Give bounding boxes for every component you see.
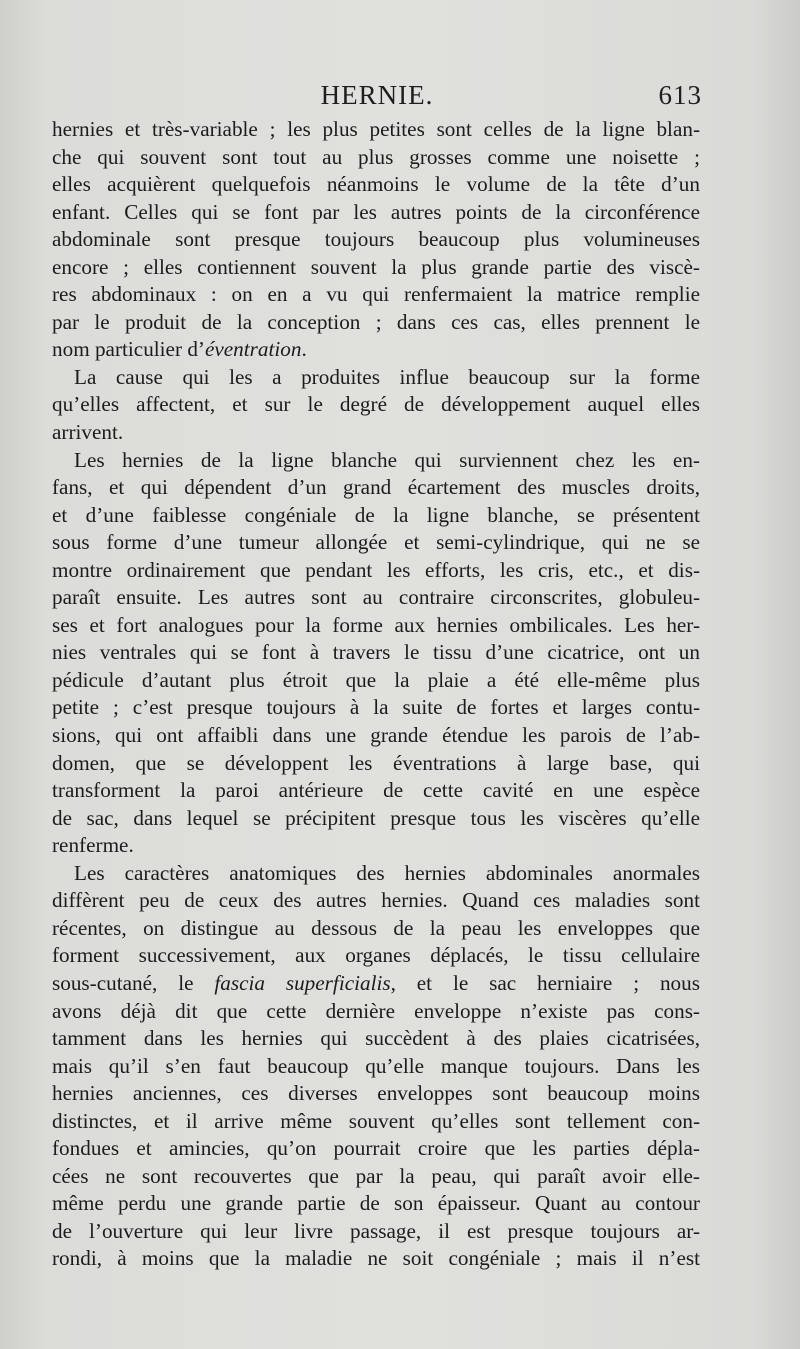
text-line: hernies et très-variable ; les plus petites sont celles de la ligne blan- bbox=[52, 117, 700, 141]
italic-term: éventration bbox=[204, 337, 302, 362]
text-span: nom particulier d’ bbox=[52, 337, 205, 362]
page-header bbox=[52, 80, 702, 120]
text-line: fondues et amincies, qu’on pourrait croire que les parties dépla- bbox=[52, 1136, 700, 1161]
text-line: petite ; c’est presque toujours à la suite de fortes et larges contu- bbox=[52, 695, 700, 720]
text-span: . bbox=[301, 337, 307, 362]
text-line: nies ventrales qui se font à travers le tissu d’une cicatrice, ont un bbox=[52, 640, 700, 665]
paragraph-2 bbox=[52, 364, 700, 447]
text-line: fans, et qui dépendent d’un grand écartement des muscles droits, bbox=[52, 475, 700, 500]
text-line: montre ordinairement que pendant les efforts, les cris, etc., et dis- bbox=[52, 557, 700, 582]
text-span: , et le sac herniaire ; nous bbox=[390, 970, 700, 995]
text-line: arrivent. bbox=[52, 420, 124, 445]
text-line: mais qu’il s’en faut beaucoup qu’elle manque toujours. Dans les bbox=[52, 1053, 700, 1078]
text-line bbox=[52, 970, 700, 998]
text-line: par le produit de la conception ; dans ces cas, elles prennent le bbox=[52, 309, 700, 334]
text-line: récentes, on distingue au dessous de la peau les enveloppes que bbox=[52, 915, 700, 940]
text-line: abdominale sont presque toujours beaucoup plus volumineuses bbox=[52, 227, 700, 252]
paragraph-1 bbox=[52, 116, 700, 364]
paragraph-3 bbox=[52, 447, 700, 860]
text-line: ses et fort analogues pour la forme aux hernies ombilicales. Les her- bbox=[52, 612, 700, 637]
text-line: Les hernies de la ligne blanche qui surviennent chez les en- bbox=[74, 447, 700, 472]
text-line: cées ne sont recouvertes que par la peau, qui paraît avoir elle- bbox=[52, 1163, 700, 1188]
text-line: res abdominaux : on en a vu qui renfermaient la matrice remplie bbox=[52, 282, 700, 307]
text-line: de l’ouverture qui leur livre passage, il est presque toujours ar- bbox=[52, 1218, 700, 1243]
text-line: forment successivement, aux organes déplacés, le tissu cellulaire bbox=[52, 943, 700, 968]
text-line: che qui souvent sont tout au plus grosses comme une noisette ; bbox=[52, 144, 700, 169]
text-line: pédicule d’autant plus étroit que la plaie a été elle-même plus bbox=[52, 667, 700, 692]
text-span: sous-cutané, le bbox=[52, 970, 215, 995]
text-line: tamment dans les hernies qui succèdent à des plaies cicatrisées, bbox=[52, 1026, 700, 1051]
text-line: rondi, à moins que la maladie ne soit congéniale ; mais il n’est bbox=[52, 1246, 700, 1271]
text-line: et d’une faiblesse congéniale de la ligne blanche, se présentent bbox=[52, 502, 700, 527]
text-line: renferme. bbox=[52, 833, 134, 858]
running-title: HERNIE. bbox=[320, 80, 434, 110]
text-line: transforment la paroi antérieure de cette cavité en une espèce bbox=[52, 778, 700, 803]
text-line: encore ; elles contiennent souvent la plus grande partie des viscè- bbox=[52, 254, 700, 279]
text-line: enfant. Celles qui se font par les autres points de la circonférence bbox=[52, 199, 700, 224]
text-line: Les caractères anatomiques des hernies abdominales anormales bbox=[74, 860, 700, 885]
text-line: qu’elles affectent, et sur le degré de développement auquel elles bbox=[52, 392, 700, 417]
text-line: La cause qui les a produites influe beaucoup sur la forme bbox=[74, 364, 700, 389]
page-number: 613 bbox=[658, 80, 702, 110]
text-line: sions, qui ont affaibli dans une grande étendue les parois de l’ab- bbox=[52, 723, 700, 748]
text-line: distinctes, et il arrive même souvent qu’elles sont tellement con- bbox=[52, 1108, 700, 1133]
body-text bbox=[52, 116, 700, 1273]
text-line: de sac, dans lequel se précipitent presque tous les viscères qu’elle bbox=[52, 805, 700, 830]
text-line: hernies anciennes, ces diverses enveloppes sont beaucoup moins bbox=[52, 1081, 700, 1106]
text-line: paraît ensuite. Les autres sont au contraire circonscrites, globuleu- bbox=[52, 585, 700, 610]
text-line bbox=[52, 336, 700, 364]
text-line: diffèrent peu de ceux des autres hernies. Quand ces maladies sont bbox=[52, 888, 700, 913]
text-line: sous forme d’une tumeur allongée et semi-cylindrique, qui ne se bbox=[52, 530, 700, 555]
text-line: domen, que se développent les éventrations à large base, qui bbox=[52, 750, 700, 775]
text-line: elles acquièrent quelquefois néanmoins le volume de la tête d’un bbox=[52, 172, 700, 197]
text-line: même perdu une grande partie de son épaisseur. Quant au contour bbox=[52, 1191, 700, 1216]
italic-term: fascia superficialis bbox=[214, 970, 391, 995]
text-line: avons déjà dit que cette dernière enveloppe n’existe pas cons- bbox=[52, 998, 700, 1023]
paragraph-4 bbox=[52, 860, 700, 1273]
